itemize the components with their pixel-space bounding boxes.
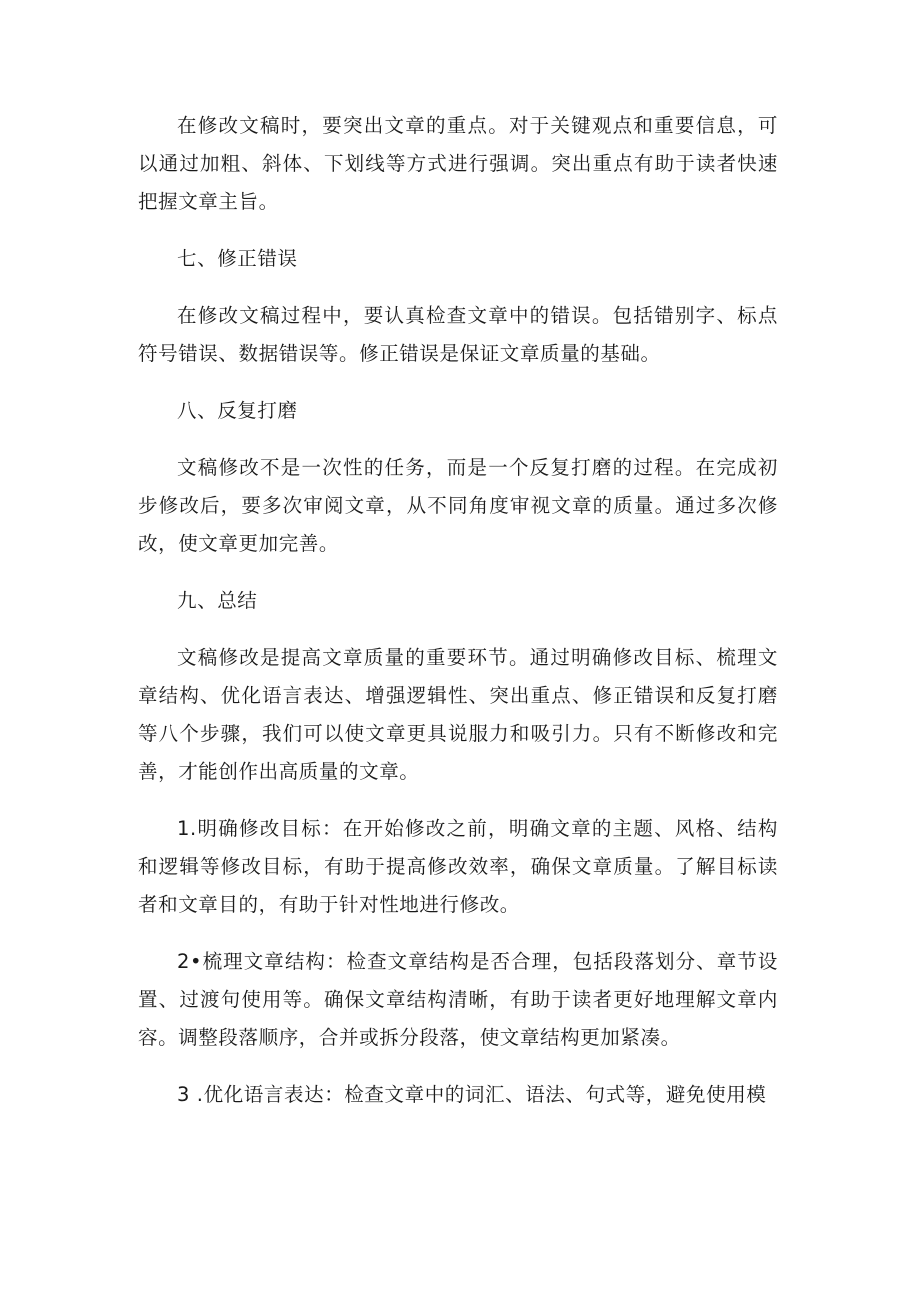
list-item-1: 1.明确修改目标：在开始修改之前，明确文章的主题、风格、结构和逻辑等修改目标，有助于提高修改效率，确保文章质量。了解目标读者和文章目的，有助于针对性地进行修改。 xyxy=(138,817,778,916)
section-heading-polish: 八、反复打磨 xyxy=(177,399,298,422)
document-body xyxy=(138,107,778,1133)
section-heading-fix-errors: 七、修正错误 xyxy=(177,247,298,270)
paragraph-fix-errors: 在修改文稿过程中，要认真检查文章中的错误。包括错别字、标点符号错误、数据错误等。修正错误是保证文章质量的基础。 xyxy=(138,304,778,365)
list-item-3: 3 .优化语言表达：检查文章中的词汇、语法、句式等，避免使用模 xyxy=(177,1083,767,1106)
section-heading-summary: 九、总结 xyxy=(177,589,258,612)
paragraph-highlight-key-points: 在修改文稿时，要突出文章的重点。对于关键观点和重要信息，可以通过加粗、斜体、下划线等方式进行强调。突出重点有助于读者快速把握文章主旨。 xyxy=(138,114,778,213)
list-item-2: 2•梳理文章结构：检查文章结构是否合理，包括段落划分、章节设置、过渡句使用等。确保文章结构清晰，有助于读者更好地理解文章内容。调整段落顺序，合并或拆分段落，使文章结构更加紧凑。 xyxy=(138,950,778,1049)
paragraph-summary: 文稿修改是提高文章质量的重要环节。通过明确修改目标、梳理文章结构、优化语言表达、增强逻辑性、突出重点、修正错误和反复打磨等八个步骤，我们可以使文章更具说服力和吸引力。只有不断修改和完善，才能创作出高质量的文章。 xyxy=(138,646,778,783)
paragraph-polish: 文稿修改不是一次性的任务，而是一个反复打磨的过程。在完成初步修改后，要多次审阅文章，从不同角度审视文章的质量。通过多次修改，使文章更加完善。 xyxy=(138,456,778,555)
